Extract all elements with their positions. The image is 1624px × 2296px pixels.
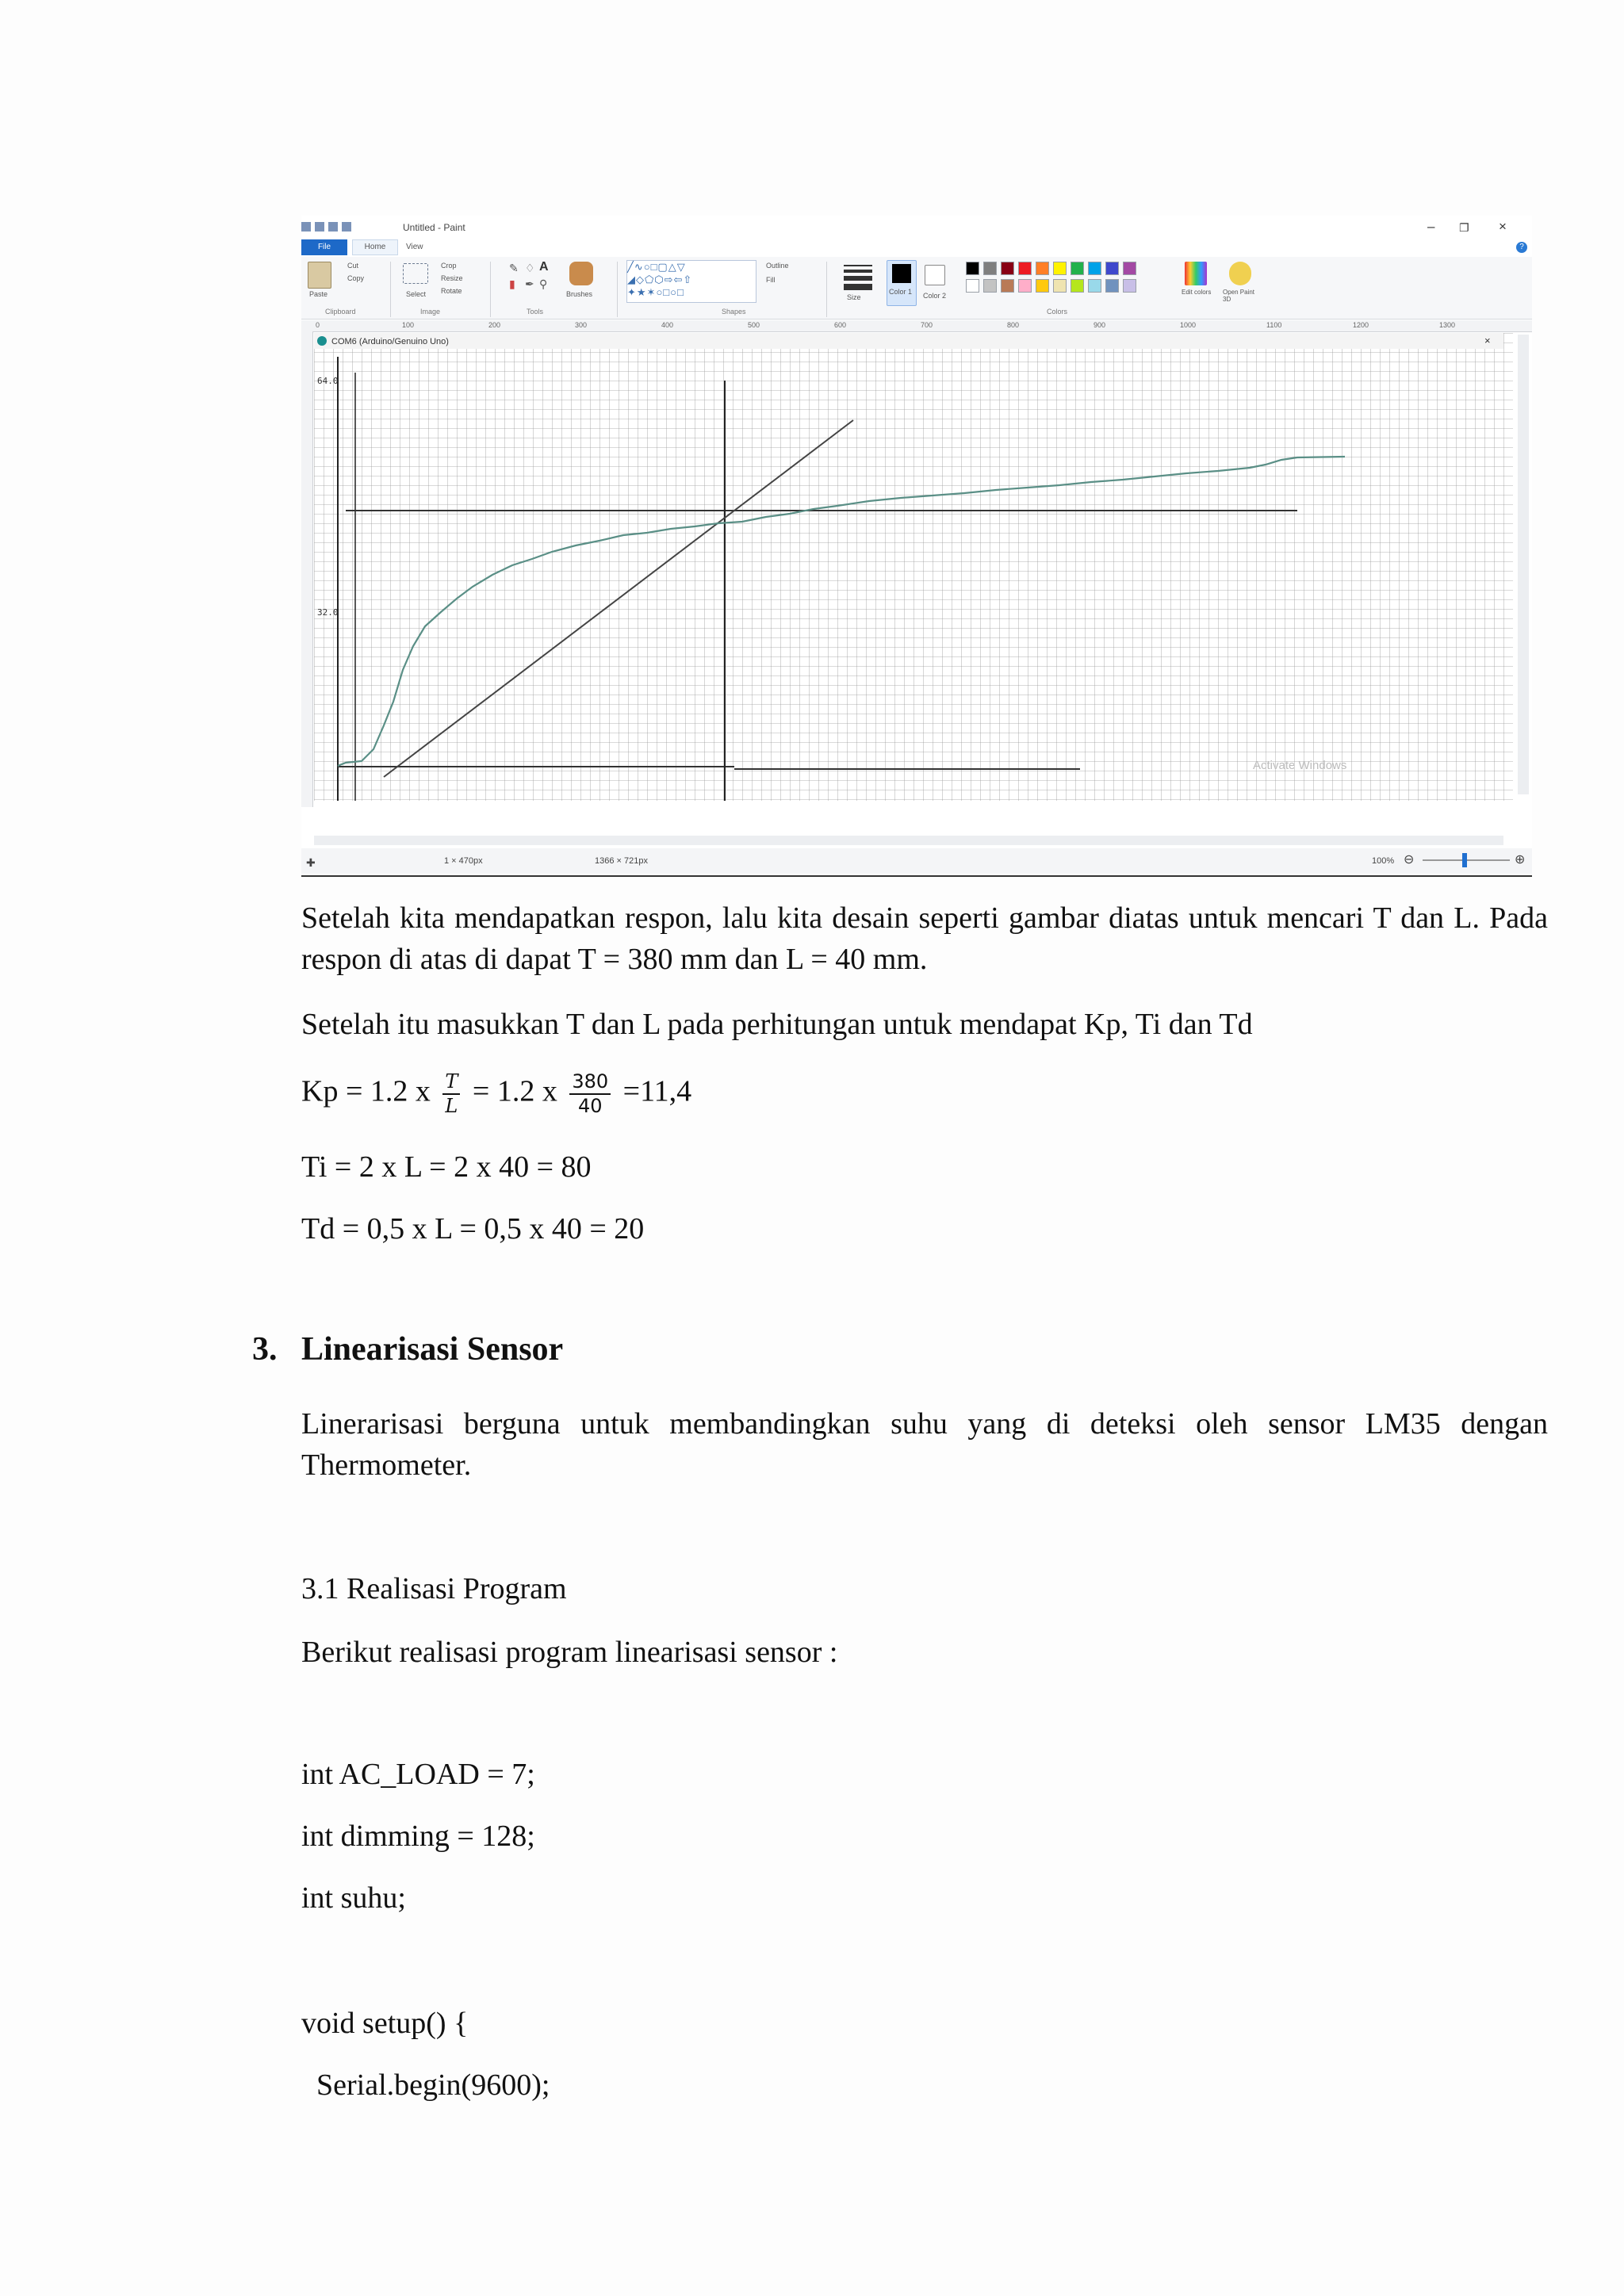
ruler-tick-label: 200 bbox=[488, 321, 501, 329]
rotate-button[interactable]: Rotate bbox=[441, 287, 462, 295]
group-tools: Tools bbox=[527, 308, 544, 316]
select-label: Select bbox=[406, 290, 427, 298]
ruler-tick-label: 400 bbox=[661, 321, 674, 329]
paragraph-linearization: Linerarisasi berguna untuk membandingkan suhu yang di deteksi oleh sensor LM35 dengan Thermometer. bbox=[301, 1407, 1548, 1482]
undo-icon[interactable] bbox=[328, 222, 338, 232]
cut-button[interactable]: Cut bbox=[347, 262, 359, 270]
brushes-label: Brushes bbox=[566, 290, 593, 298]
ruler-tick-label: 1100 bbox=[1266, 321, 1282, 329]
zoom-in-icon[interactable]: ⊕ bbox=[1515, 853, 1526, 867]
text-tool-icon[interactable]: A bbox=[539, 260, 549, 274]
color1-swatch bbox=[892, 264, 911, 283]
ruler-tick-label: 1000 bbox=[1180, 321, 1197, 329]
paint-screenshot bbox=[301, 216, 1532, 877]
palette-swatch[interactable] bbox=[1123, 262, 1136, 275]
kp-den-40: 40 bbox=[577, 1094, 603, 1117]
paragraph-calculation-intro: Setelah itu masukkan T dan L pada perhitungan untuk mendapat Kp, Ti dan Td bbox=[301, 1008, 1253, 1041]
zoom-slider-thumb[interactable] bbox=[1462, 853, 1467, 867]
open-paint3d-label: Open Paint 3D bbox=[1223, 289, 1255, 303]
size-label: Size bbox=[847, 293, 861, 301]
canvas-size: 1366 × 721px bbox=[595, 856, 648, 866]
redo-icon[interactable] bbox=[342, 222, 351, 232]
palette-swatch[interactable] bbox=[1018, 279, 1032, 293]
window-title: Untitled - Paint bbox=[403, 222, 465, 233]
copy-button[interactable]: Copy bbox=[347, 274, 365, 282]
palette-swatch[interactable] bbox=[966, 279, 979, 293]
color2-label: Color 2 bbox=[923, 292, 947, 300]
palette-swatch[interactable] bbox=[1071, 279, 1084, 293]
ruler-tick-label: 700 bbox=[921, 321, 933, 329]
ruler-tick-label: 1300 bbox=[1439, 321, 1456, 329]
fill-button[interactable]: Fill bbox=[766, 276, 776, 284]
close-icon[interactable]: × bbox=[1499, 219, 1507, 234]
magnifier-icon[interactable]: ⚲ bbox=[539, 277, 548, 290]
palette-swatch[interactable] bbox=[966, 262, 979, 275]
eraser-icon[interactable]: ▮ bbox=[509, 277, 515, 290]
crop-button[interactable]: Crop bbox=[441, 262, 457, 270]
palette-swatch[interactable] bbox=[1001, 279, 1014, 293]
plotter-close-icon[interactable]: × bbox=[1484, 335, 1491, 346]
kp-formula bbox=[301, 1070, 691, 1118]
menu-view[interactable]: View bbox=[406, 243, 423, 251]
paragraph-response: Setelah kita mendapatkan respon, lalu kita desain seperti gambar diatas untuk mencari T dan L. Pada respon di atas di dapat T = 380 mm dan L = 40 mm. bbox=[301, 901, 1548, 976]
kp-den-l: L bbox=[445, 1094, 458, 1117]
fill-bucket-icon[interactable]: ♢ bbox=[525, 262, 535, 274]
group-colors: Colors bbox=[1047, 308, 1068, 316]
select-icon[interactable] bbox=[403, 263, 428, 284]
ribbon-separator bbox=[617, 262, 618, 317]
menu-home[interactable]: Home bbox=[352, 239, 398, 255]
status-bar bbox=[301, 848, 1532, 874]
color1-label: Color 1 bbox=[889, 288, 913, 296]
menu-bar bbox=[301, 239, 1532, 255]
ruler-tick-label: 600 bbox=[834, 321, 847, 329]
size-icon[interactable] bbox=[844, 265, 872, 290]
group-shapes: Shapes bbox=[722, 308, 746, 316]
fraction-380-over-40 bbox=[569, 1070, 611, 1118]
section-title: Linearisasi Sensor bbox=[301, 1331, 564, 1368]
vertical-ruler bbox=[301, 331, 313, 807]
paste-label: Paste bbox=[309, 290, 328, 298]
plotter-header bbox=[314, 333, 1503, 349]
horizontal-scrollbar[interactable] bbox=[314, 836, 1503, 845]
kp-lhs: Kp = 1.2 x bbox=[301, 1074, 439, 1108]
code-line: Serial.begin(9600); bbox=[301, 2068, 550, 2102]
shapes-gallery[interactable]: ╱∿○□▢△▽ ◢◇⬠⬡⇨⇦⇧ ✦★✶○□○□ bbox=[626, 260, 756, 303]
palette-swatch[interactable] bbox=[1053, 279, 1067, 293]
palette-swatch[interactable] bbox=[1036, 279, 1049, 293]
paint-app-icon bbox=[301, 222, 311, 232]
fraction-t-over-l bbox=[442, 1070, 460, 1118]
kp-num-380: 380 bbox=[569, 1070, 611, 1095]
palette-swatch[interactable] bbox=[1036, 262, 1049, 275]
edit-colors-label: Edit colors bbox=[1182, 289, 1212, 296]
palette-swatch[interactable] bbox=[1001, 262, 1014, 275]
restore-icon[interactable]: ❐ bbox=[1459, 221, 1469, 234]
section-number: 3. bbox=[252, 1331, 278, 1368]
ruler-tick-label: 500 bbox=[748, 321, 760, 329]
kp-result: =11,4 bbox=[615, 1074, 692, 1108]
zoom-level: 100% bbox=[1372, 856, 1395, 866]
ribbon-separator bbox=[490, 262, 491, 317]
color-picker-icon[interactable]: ✒ bbox=[525, 277, 534, 290]
ti-formula: Ti = 2 x L = 2 x 40 = 80 bbox=[301, 1150, 592, 1184]
menu-file[interactable]: File bbox=[301, 239, 347, 255]
color2-swatch[interactable] bbox=[925, 265, 945, 285]
palette-swatch[interactable] bbox=[1053, 262, 1067, 275]
palette-swatch[interactable] bbox=[1105, 279, 1119, 293]
plotter-window-title: COM6 (Arduino/Genuino Uno) bbox=[331, 337, 449, 346]
palette-swatch[interactable] bbox=[1105, 262, 1119, 275]
code-line: int AC_LOAD = 7; bbox=[301, 1758, 535, 1791]
palette-swatch[interactable] bbox=[1088, 262, 1101, 275]
kp-num-t: T bbox=[445, 1070, 458, 1093]
paragraph-program-intro: Berikut realisasi program linearisasi sensor : bbox=[301, 1636, 838, 1669]
paste-icon[interactable] bbox=[308, 262, 331, 289]
zoom-out-icon[interactable]: ⊖ bbox=[1404, 853, 1415, 867]
y-axis-label-mid: 32.0 bbox=[317, 607, 339, 618]
ribbon-separator bbox=[390, 262, 391, 317]
color1-button[interactable] bbox=[887, 260, 917, 306]
ruler-tick-label: 1200 bbox=[1353, 321, 1369, 329]
ruler-tick-label: 900 bbox=[1094, 321, 1106, 329]
brushes-icon[interactable] bbox=[569, 262, 593, 285]
y-axis-label-top: 64.0 bbox=[317, 376, 339, 386]
pencil-icon[interactable]: ✎ bbox=[509, 262, 519, 274]
quick-access-toolbar bbox=[301, 222, 355, 234]
palette-swatch[interactable] bbox=[1018, 262, 1032, 275]
code-line: int dimming = 128; bbox=[301, 1820, 535, 1853]
palette-swatch[interactable] bbox=[1123, 279, 1136, 293]
palette-swatch[interactable] bbox=[1071, 262, 1084, 275]
code-line: int suhu; bbox=[301, 1881, 406, 1915]
move-icon: ✚ bbox=[306, 856, 316, 869]
help-icon[interactable]: ? bbox=[1516, 242, 1527, 253]
group-clipboard: Clipboard bbox=[325, 308, 356, 316]
cursor-position: 1 × 470px bbox=[444, 856, 483, 866]
title-bar bbox=[301, 216, 1532, 239]
canvas-drawing[interactable] bbox=[314, 333, 1513, 801]
minimize-icon[interactable]: – bbox=[1427, 219, 1435, 234]
palette-swatch[interactable] bbox=[983, 262, 997, 275]
horizontal-ruler bbox=[301, 320, 1532, 332]
ruler-tick-label: 100 bbox=[402, 321, 415, 329]
ribbon bbox=[301, 257, 1532, 320]
save-icon[interactable] bbox=[315, 222, 324, 232]
td-formula: Td = 0,5 x L = 0,5 x 40 = 20 bbox=[301, 1212, 645, 1246]
code-line: void setup() { bbox=[301, 2007, 469, 2040]
ribbon-separator bbox=[826, 262, 827, 317]
grid bbox=[314, 333, 1513, 801]
edit-colors-icon[interactable] bbox=[1185, 262, 1207, 285]
ruler-tick-label: 0 bbox=[316, 321, 320, 329]
paint3d-icon[interactable] bbox=[1229, 262, 1251, 285]
kp-mid: = 1.2 x bbox=[465, 1074, 565, 1108]
vertical-scrollbar[interactable] bbox=[1518, 335, 1529, 794]
ruler-tick-label: 800 bbox=[1007, 321, 1020, 329]
ruler-tick-label: 300 bbox=[575, 321, 588, 329]
subsection-title: 3.1 Realisasi Program bbox=[301, 1572, 567, 1605]
palette-swatch[interactable] bbox=[1088, 279, 1101, 293]
resize-button[interactable]: Resize bbox=[441, 274, 463, 282]
arduino-icon bbox=[317, 336, 327, 346]
outline-button[interactable]: Outline bbox=[766, 262, 789, 270]
activate-windows-watermark: Activate Windows bbox=[1253, 759, 1347, 772]
palette-swatch[interactable] bbox=[983, 279, 997, 293]
group-image: Image bbox=[420, 308, 441, 316]
